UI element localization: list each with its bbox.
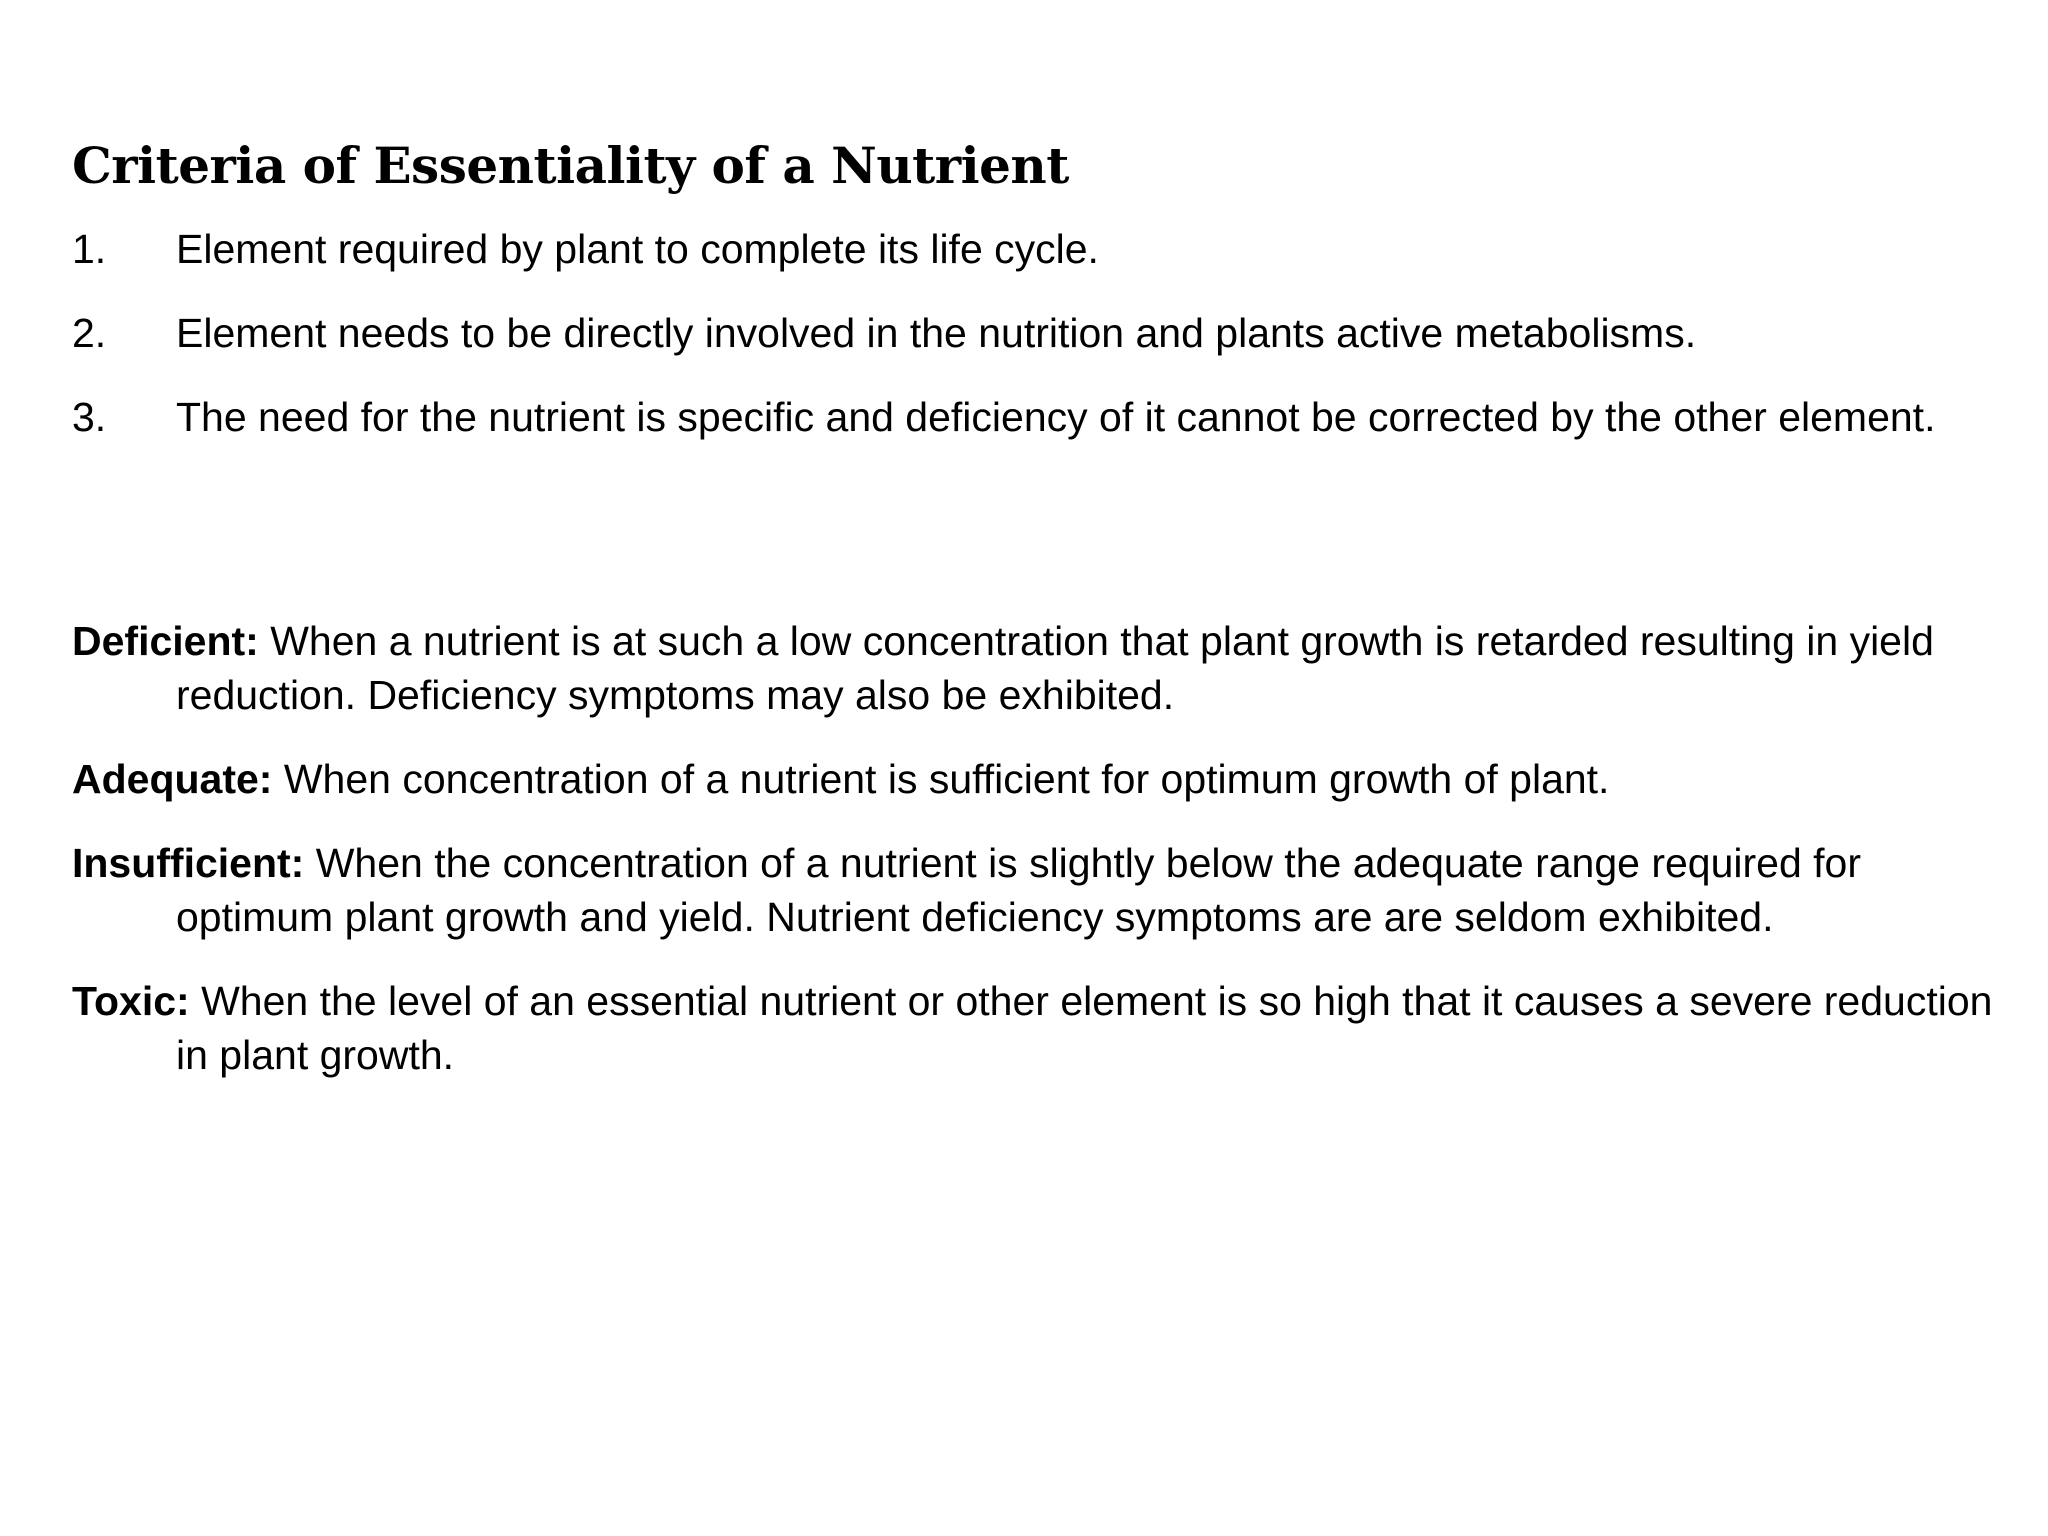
definition-deficient xyxy=(72,614,2022,722)
definition-text: When the concentration of a nutrient is slightly below the adequate range required for optimum plant growth and yield. Nutrient deficiency symptoms are are seldom exhibited. xyxy=(176,840,1862,940)
definition-term: Deficient: xyxy=(72,618,259,664)
page-title: Criteria of Essentiality of a Nutrient xyxy=(72,136,1069,195)
list-item xyxy=(72,390,2022,444)
definitions-section xyxy=(72,614,2022,1112)
definition-text: When concentration of a nutrient is sufficient for optimum growth of plant. xyxy=(272,756,1610,802)
list-item-number: 1. xyxy=(72,226,107,272)
list-item-number: 2. xyxy=(72,310,107,356)
list-item-text: The need for the nutrient is specific and deficiency of it cannot be corrected by the other element. xyxy=(176,394,1936,440)
criteria-list xyxy=(72,222,2022,474)
definition-term: Adequate: xyxy=(72,756,273,802)
list-item-number: 3. xyxy=(72,394,107,440)
definition-adequate xyxy=(72,752,2022,806)
definition-insufficient xyxy=(72,836,2022,944)
list-item-text: Element needs to be directly involved in the nutrition and plants active metabolisms. xyxy=(176,310,1697,356)
definition-text: When a nutrient is at such a low concentration that plant growth is retarded resulting in yield reduction. Deficiency symptoms may also be exhibited. xyxy=(176,618,1934,718)
definition-text: When the level of an essential nutrient or other element is so high that it causes a severe reduction in plant growth. xyxy=(176,978,1993,1078)
definition-toxic xyxy=(72,974,2022,1082)
list-item xyxy=(72,306,2022,360)
definition-term: Insufficient: xyxy=(72,840,305,886)
list-item-text: Element required by plant to complete its life cycle. xyxy=(176,226,1099,272)
definition-term: Toxic: xyxy=(72,978,190,1024)
list-item xyxy=(72,222,2022,276)
